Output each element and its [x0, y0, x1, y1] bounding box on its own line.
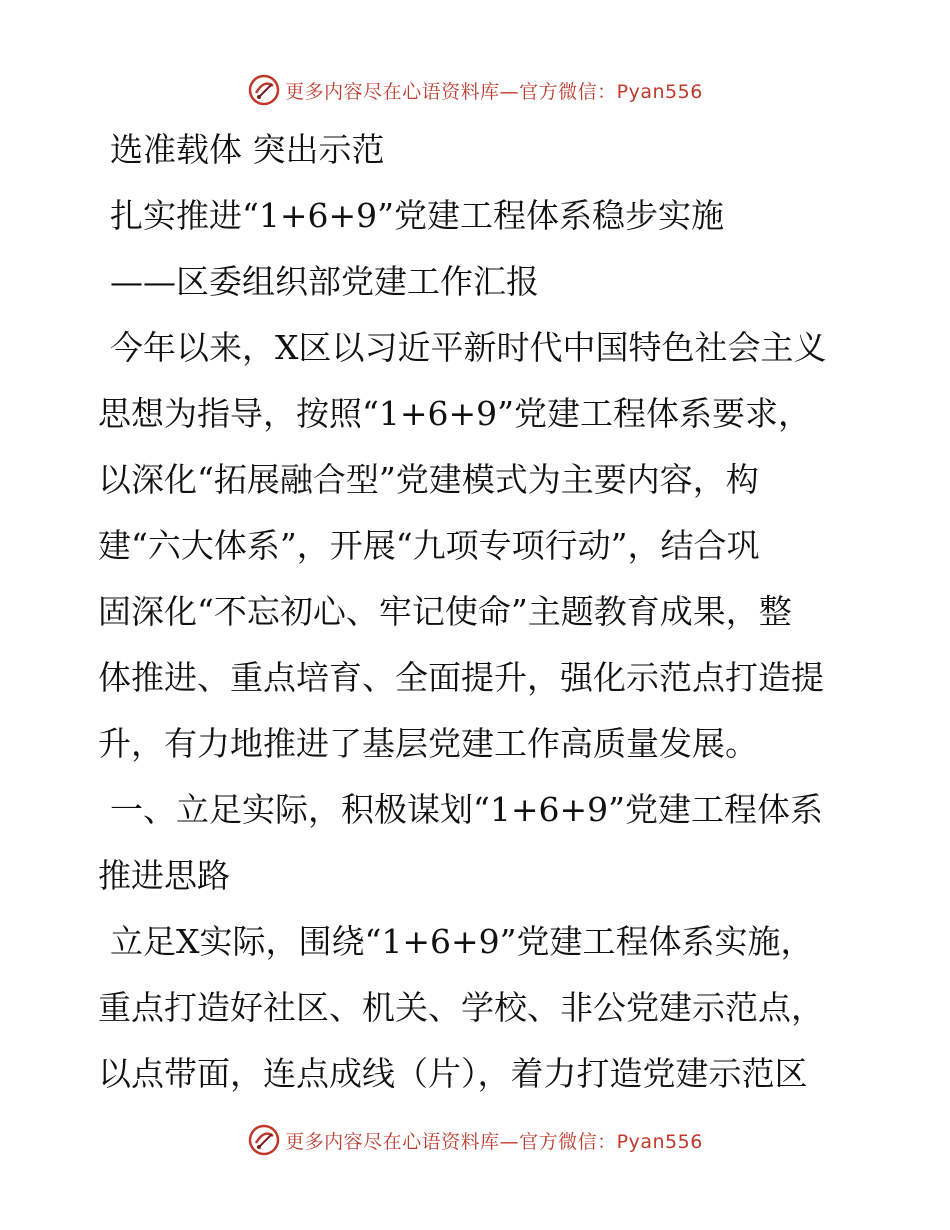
title-line-2: 扎实推进“1+6+9”党建工程体系稳步实施: [110, 196, 725, 235]
intro-line: 固深化“不忘初心、牢记使命”主题教育成果，整: [98, 592, 792, 631]
section-heading-line: 一、立足实际，积极谋划“1+6+9”党建工程体系: [110, 790, 824, 829]
section-body-line: 立足X实际，围绕“1+6+9”党建工程体系实施，: [110, 922, 814, 961]
brand-logo-icon: [247, 1123, 281, 1157]
intro-line: 今年以来，X区以习近平新时代中国特色社会主义: [110, 328, 827, 367]
brand-logo-icon: [247, 73, 281, 107]
footer-watermark: [0, 1120, 950, 1160]
intro-line: 体推进、重点培育、全面提升，强化示范点打造提: [98, 658, 824, 697]
section-body-line: 重点打造好社区、机关、学校、非公党建示范点，: [98, 988, 824, 1027]
section-heading-line: 推进思路: [98, 856, 230, 895]
document-body: [98, 122, 858, 1102]
header-watermark: [0, 70, 950, 110]
watermark-text: 更多内容尽在心语资料库—官方微信：Pyan556: [285, 1130, 703, 1153]
intro-line: 升，有力地推进了基层党建工作高质量发展。: [98, 724, 758, 763]
watermark-text: 更多内容尽在心语资料库—官方微信：Pyan556: [285, 80, 703, 103]
title-line-1: 选准载体 突出示范: [110, 130, 385, 169]
intro-line: 以深化“拓展融合型”党建模式为主要内容，构: [98, 460, 759, 499]
title-line-3: ——区委组织部党建工作汇报: [110, 262, 539, 301]
intro-line: 建“六大体系”，开展“九项专项行动”，结合巩: [98, 526, 760, 565]
section-body-line: 以点带面，连点成线（片），着力打造党建示范区: [98, 1054, 808, 1093]
intro-line: 思想为指导，按照“1+6+9”党建工程体系要求，: [98, 394, 812, 433]
